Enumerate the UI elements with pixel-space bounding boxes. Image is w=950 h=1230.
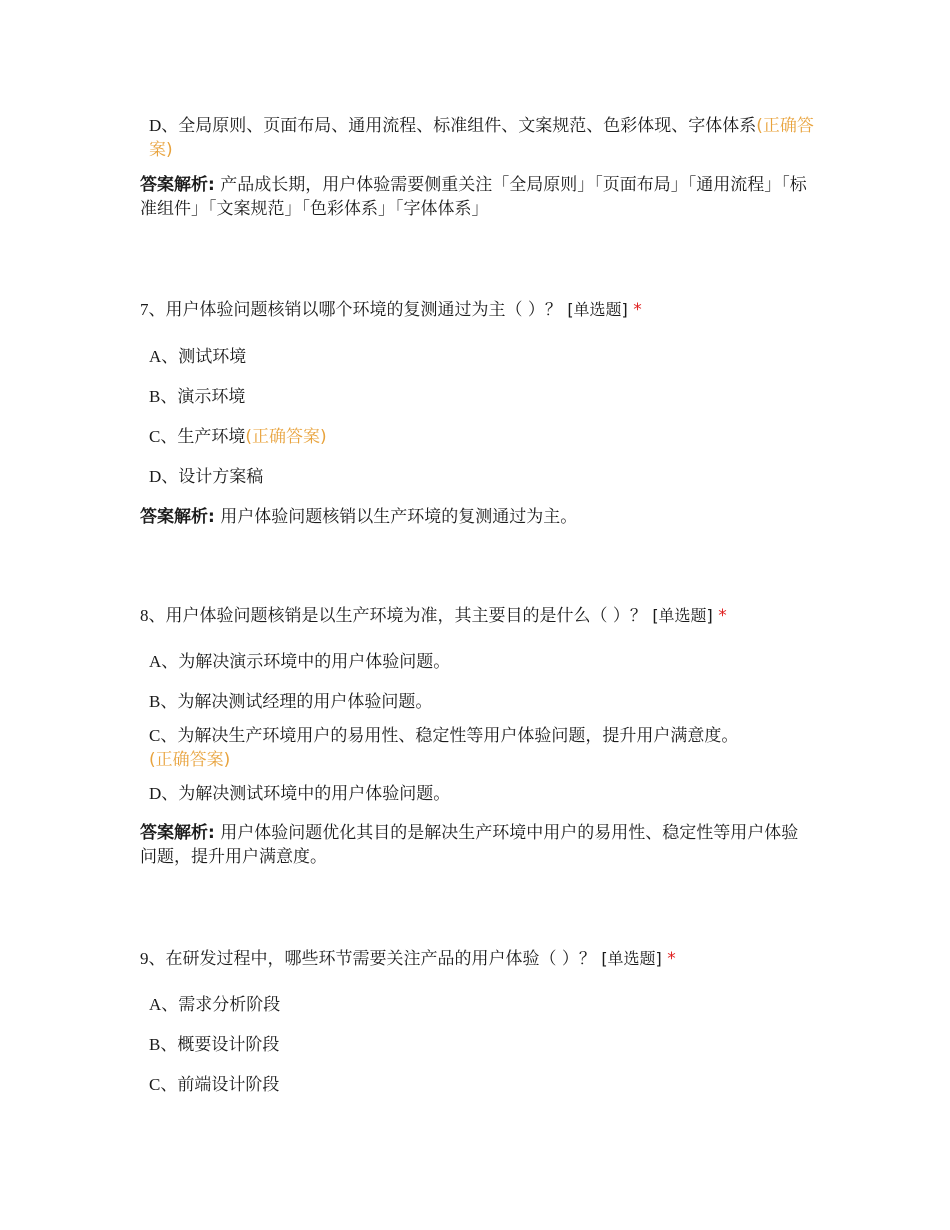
option-letter: A、 bbox=[149, 995, 179, 1014]
question-type: [单选题] bbox=[652, 606, 713, 625]
q8-title bbox=[140, 604, 815, 628]
option-text: 为解决生产环境用户的易用性、稳定性等用户体验问题，提升用户满意度。 bbox=[177, 726, 739, 746]
correct-answer-tag: (正确答案) bbox=[149, 750, 231, 770]
option-text: 全局原则、页面布局、通用流程、标准组件、文案规范、色彩体现、字体体系 bbox=[178, 116, 757, 136]
q7-option-b[interactable] bbox=[149, 385, 824, 409]
option-text: 为解决测试环境中的用户体验问题。 bbox=[178, 784, 451, 804]
correct-answer-tag: (正确答案) bbox=[149, 116, 814, 160]
q8-analysis bbox=[140, 821, 815, 869]
q7-option-c[interactable] bbox=[149, 425, 824, 449]
q9-title bbox=[140, 947, 815, 971]
option-text: 设计方案稿 bbox=[178, 467, 264, 487]
option-text: 为解决测试经理的用户体验问题。 bbox=[177, 692, 433, 712]
q6-option-d bbox=[149, 114, 814, 162]
option-letter: A、 bbox=[149, 652, 179, 671]
question-type: [单选题] bbox=[601, 949, 662, 968]
option-letter: D、 bbox=[149, 467, 179, 486]
q6-analysis bbox=[140, 173, 815, 221]
option-letter: C、 bbox=[149, 1075, 178, 1094]
option-letter: B、 bbox=[149, 692, 178, 711]
option-letter: A、 bbox=[149, 347, 179, 366]
option-text: 测试环境 bbox=[178, 347, 247, 367]
question-text: 用户体验问题核销以哪个环境的复测通过为主（ ）？ bbox=[165, 300, 562, 320]
option-text: 需求分析阶段 bbox=[178, 995, 281, 1015]
option-letter: C、 bbox=[149, 726, 178, 745]
analysis-label: 答案解析: bbox=[140, 507, 215, 527]
option-letter: B、 bbox=[149, 1035, 178, 1054]
q9-option-b[interactable] bbox=[149, 1033, 824, 1057]
option-text: 概要设计阶段 bbox=[177, 1035, 280, 1055]
q8-option-b[interactable] bbox=[149, 690, 824, 714]
question-number: 9、 bbox=[140, 949, 166, 968]
q9-option-a[interactable] bbox=[149, 993, 824, 1017]
q7-option-d[interactable] bbox=[149, 465, 824, 489]
question-text: 用户体验问题核销是以生产环境为准，其主要目的是什么（ ）？ bbox=[165, 606, 647, 626]
question-number: 7、 bbox=[140, 300, 166, 319]
required-mark: * bbox=[633, 300, 642, 320]
option-letter: C、 bbox=[149, 427, 178, 446]
q8-option-c[interactable] bbox=[149, 724, 809, 772]
question-number: 8、 bbox=[140, 606, 166, 625]
option-text: 前端设计阶段 bbox=[177, 1075, 280, 1095]
analysis-text: 产品成长期，用户体验需要侧重关注「全局原则」「页面布局」「通用流程」「标准组件」「文案规范」「色彩体系」「字体体系」 bbox=[140, 175, 807, 219]
option-text: 为解决演示环境中的用户体验问题。 bbox=[178, 652, 451, 672]
question-text: 在研发过程中，哪些环节需要关注产品的用户体验（ ）？ bbox=[165, 949, 596, 969]
option-letter: B、 bbox=[149, 387, 178, 406]
q7-option-a[interactable] bbox=[149, 345, 824, 369]
q8-option-d[interactable] bbox=[149, 782, 824, 806]
correct-answer-tag: (正确答案) bbox=[245, 427, 327, 447]
q8-option-a[interactable] bbox=[149, 650, 824, 674]
analysis-label: 答案解析: bbox=[140, 823, 215, 843]
analysis-text: 用户体验问题优化其目的是解决生产环境中用户的易用性、稳定性等用户体验问题，提升用户满意度。 bbox=[140, 823, 799, 867]
analysis-label: 答案解析: bbox=[140, 175, 215, 195]
option-text: 生产环境 bbox=[177, 427, 246, 447]
option-letter: D、 bbox=[149, 784, 179, 803]
option-letter: D、 bbox=[149, 116, 179, 135]
analysis-text: 用户体验问题核销以生产环境的复测通过为主。 bbox=[220, 507, 578, 527]
q7-analysis bbox=[140, 505, 815, 529]
required-mark: * bbox=[718, 606, 727, 626]
option-text: 演示环境 bbox=[177, 387, 246, 407]
question-type: [单选题] bbox=[567, 300, 628, 319]
q9-option-c[interactable] bbox=[149, 1073, 824, 1097]
required-mark: * bbox=[667, 949, 676, 969]
q7-title bbox=[140, 298, 815, 322]
